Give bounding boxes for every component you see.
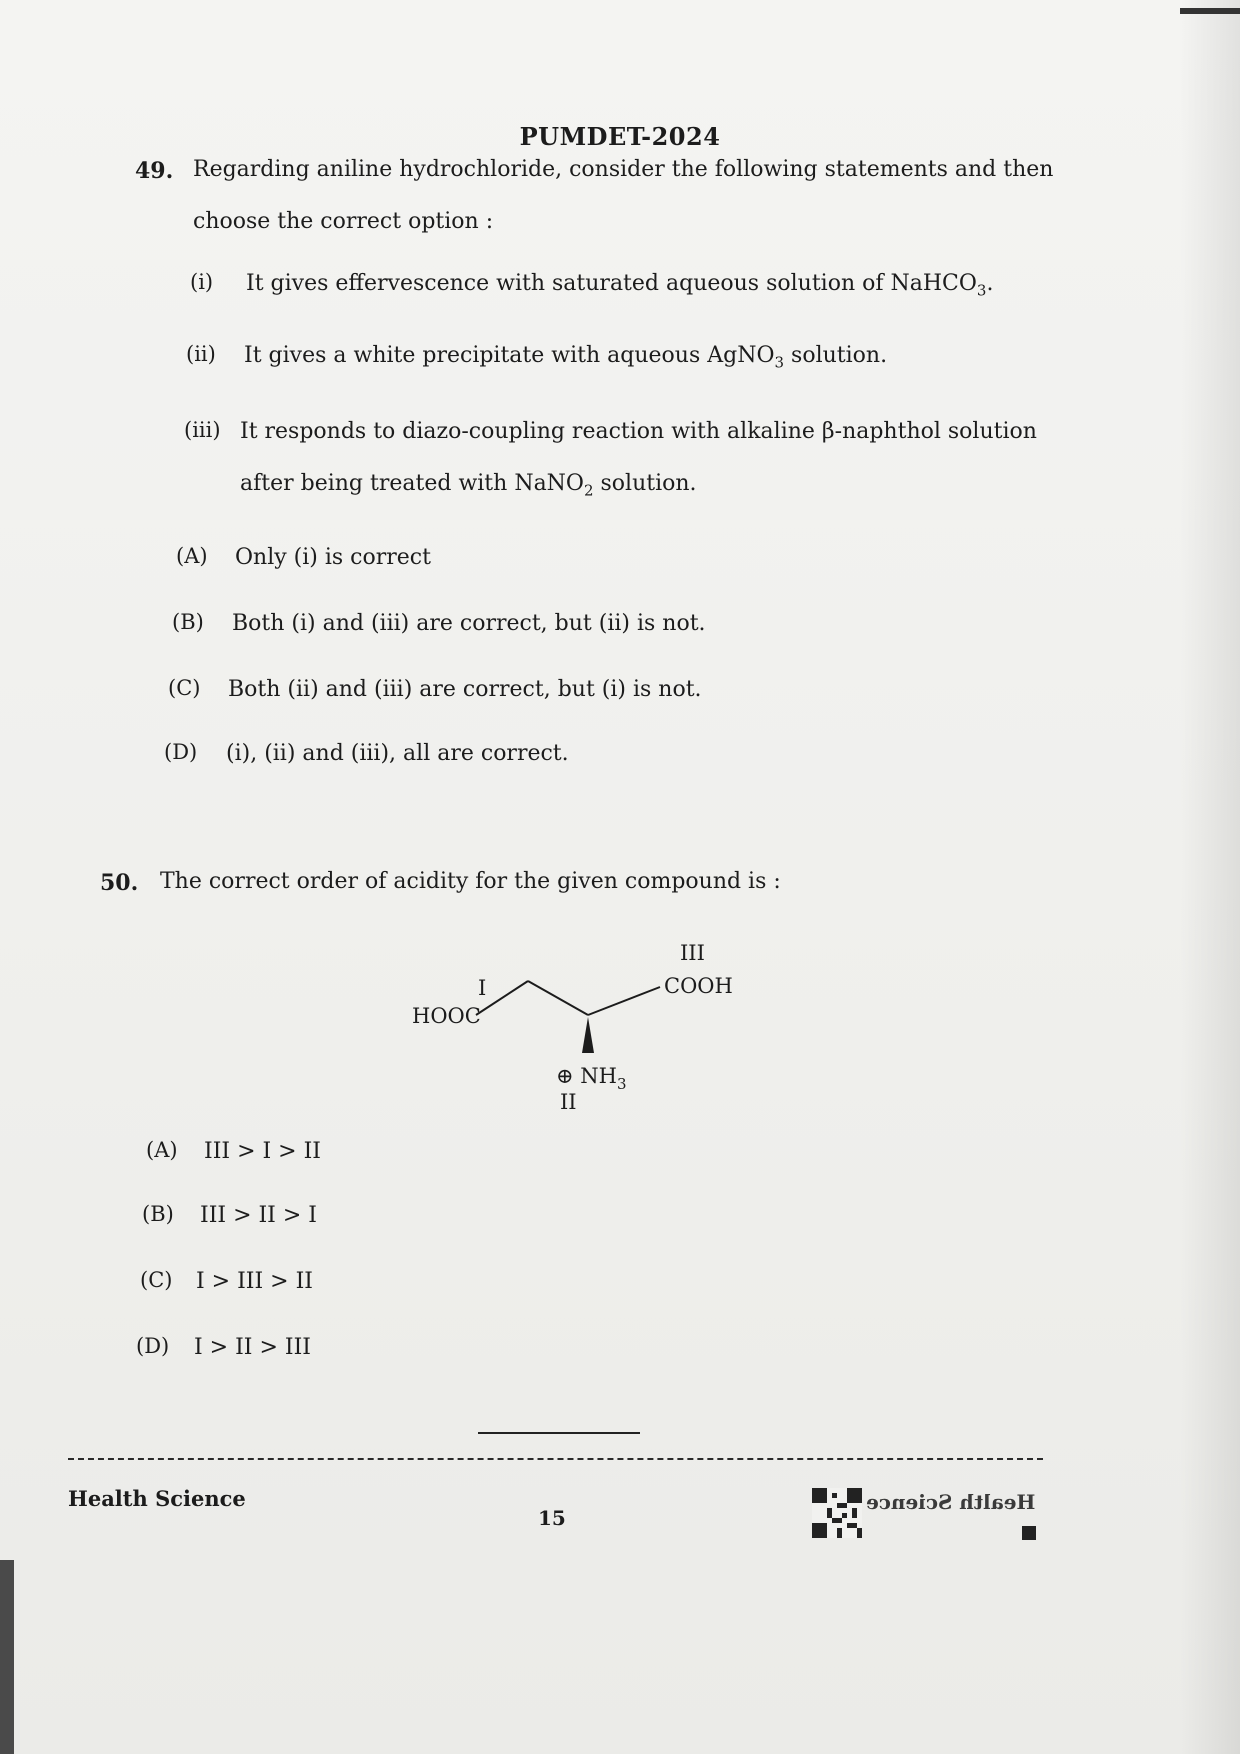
statement-iii-label: (iii)	[184, 418, 221, 442]
scan-shadow	[1180, 0, 1240, 1754]
q49-option-a-text: Only (i) is correct	[235, 545, 431, 570]
question-49-line2: choose the correct option :	[193, 209, 494, 234]
question-50-number: 50.	[100, 870, 139, 896]
compound-structure	[410, 935, 770, 1135]
label-I: I	[478, 976, 487, 1000]
bond-2	[528, 981, 588, 1015]
statement-ii-text: It gives a white precipitate with aqueous AgNO$_3$ solution.	[244, 343, 888, 372]
label-III: III	[680, 941, 705, 965]
statement-ii-label: (ii)	[186, 342, 216, 366]
square-icon	[1022, 1526, 1036, 1540]
group-nh3: ⊕ $NH_3$	[556, 1064, 627, 1093]
label-II: II	[560, 1090, 577, 1114]
footer-subject-mirrored: Health Science	[866, 1490, 1036, 1514]
q50-option-a-label: (A)	[146, 1138, 178, 1162]
q49-option-c-text: Both (ii) and (iii) are correct, but (i) is not.	[228, 677, 702, 702]
q49-option-d-label: (D)	[164, 740, 198, 764]
question-49-line1: Regarding aniline hydrochloride, consider the following statements and then	[193, 157, 1054, 182]
q50-option-c-text: I > III > II	[196, 1269, 313, 1294]
q49-option-c-label: (C)	[168, 676, 201, 700]
q50-option-d-text: I > II > III	[194, 1335, 311, 1360]
page-title: PUMDET-2024	[519, 122, 721, 151]
q50-option-b-label: (B)	[142, 1202, 174, 1226]
footer-subject: Health Science	[68, 1486, 246, 1511]
statement-i-label: (i)	[190, 270, 214, 294]
group-cooh: COOH	[664, 974, 733, 998]
group-hooc: HOOC	[412, 1004, 481, 1028]
wedge-bond	[582, 1017, 594, 1053]
footer-rule	[68, 1458, 1043, 1460]
q50-option-a-text: III > I > II	[204, 1139, 321, 1164]
scan-edge-mark	[0, 1560, 14, 1754]
q49-option-b-text: Both (i) and (iii) are correct, but (ii) is not.	[232, 611, 706, 636]
scan-corner-mark	[1180, 8, 1240, 14]
bond-3	[588, 987, 660, 1015]
q49-option-d-text: (i), (ii) and (iii), all are correct.	[226, 741, 569, 766]
end-of-page-rule	[478, 1432, 640, 1434]
question-49-number: 49.	[135, 158, 174, 184]
qr-code-icon	[812, 1488, 862, 1538]
q49-option-b-label: (B)	[172, 610, 204, 634]
statement-iii-text: It responds to diazo-coupling reaction with alkaline β-naphthol solution	[240, 419, 1037, 444]
page-number: 15	[538, 1506, 566, 1530]
q49-option-a-label: (A)	[176, 544, 208, 568]
q50-option-b-text: III > II > I	[200, 1203, 317, 1228]
q50-option-d-label: (D)	[136, 1334, 170, 1358]
q50-option-c-label: (C)	[140, 1268, 173, 1292]
statement-i-text: It gives effervescence with saturated aqueous solution of NaHCO$_3$.	[246, 271, 994, 300]
question-50-text: The correct order of acidity for the given compound is :	[160, 869, 781, 894]
statement-iii-text-cont: after being treated with NaNO$_2$ solution.	[240, 471, 697, 500]
